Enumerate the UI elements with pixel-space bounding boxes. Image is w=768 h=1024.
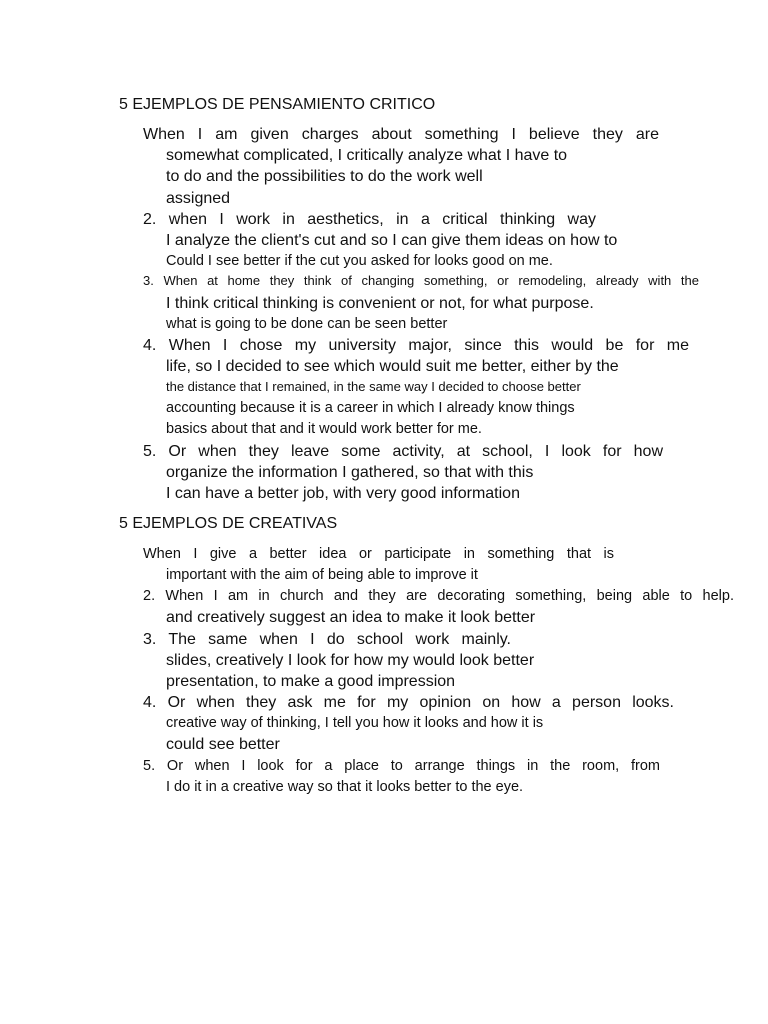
paragraph-line: I can have a better job, with very good information (166, 485, 520, 502)
paragraph-line: I analyze the client's cut and so I can give them ideas on how to (166, 232, 618, 249)
paragraph-line: accounting because it is a career in which I already know things (166, 400, 575, 416)
paragraph-line: could see better (166, 736, 280, 753)
paragraph-line: I do it in a creative way so that it looks better to the eye. (166, 779, 524, 795)
list-item-line: 5. Or when I look for a place to arrange things in the room, from (143, 758, 660, 774)
list-item-line: 2. When I am in church and they are decorating something, being able to help. (143, 588, 734, 604)
list-item-line: 4. When I chose my university major, since this would be for me (143, 337, 689, 354)
paragraph-line: Could I see better if the cut you asked for looks good on me. (166, 253, 553, 269)
paragraph-line: and creatively suggest an idea to make it look better (166, 609, 536, 626)
paragraph-line: When I give a better idea or participate in something that is (143, 546, 614, 562)
paragraph-line: When I am given charges about something I believe they are (143, 126, 659, 143)
paragraph-line: presentation, to make a good impression (166, 673, 456, 690)
list-item-line: 2. when I work in aesthetics, in a critical thinking way (143, 211, 596, 228)
paragraph-line: assigned (166, 190, 231, 207)
paragraph-line: the distance that I remained, in the same way I decided to choose better (166, 379, 581, 394)
paragraph-line: slides, creatively I look for how my would look better (166, 652, 535, 669)
list-item-line: 5. Or when they leave some activity, at school, I look for how (143, 443, 663, 460)
list-item-line: 3. The same when I do school work mainly. (143, 631, 511, 648)
section-heading-critical: 5 EJEMPLOS DE PENSAMIENTO CRITICO (119, 96, 436, 113)
list-item-line: 3. When at home they think of changing something, or remodeling, already with the (143, 273, 699, 288)
section-heading-creative: 5 EJEMPLOS DE CREATIVAS (119, 515, 338, 532)
paragraph-line: creative way of thinking, I tell you how it looks and how it is (166, 715, 544, 731)
paragraph-line: to do and the possibilities to do the work well (166, 168, 483, 185)
paragraph-line: life, so I decided to see which would suit me better, either by the (166, 358, 619, 375)
paragraph-line: somewhat complicated, I critically analyze what I have to (166, 147, 568, 164)
paragraph-line: I think critical thinking is convenient or not, for what purpose. (166, 295, 594, 312)
paragraph-line: what is going to be done can be seen better (166, 316, 448, 332)
paragraph-line: basics about that and it would work better for me. (166, 421, 482, 437)
paragraph-line: important with the aim of being able to improve it (166, 567, 478, 583)
list-item-line: 4. Or when they ask me for my opinion on how a person looks. (143, 694, 674, 711)
paragraph-line: organize the information I gathered, so that with this (166, 464, 534, 481)
